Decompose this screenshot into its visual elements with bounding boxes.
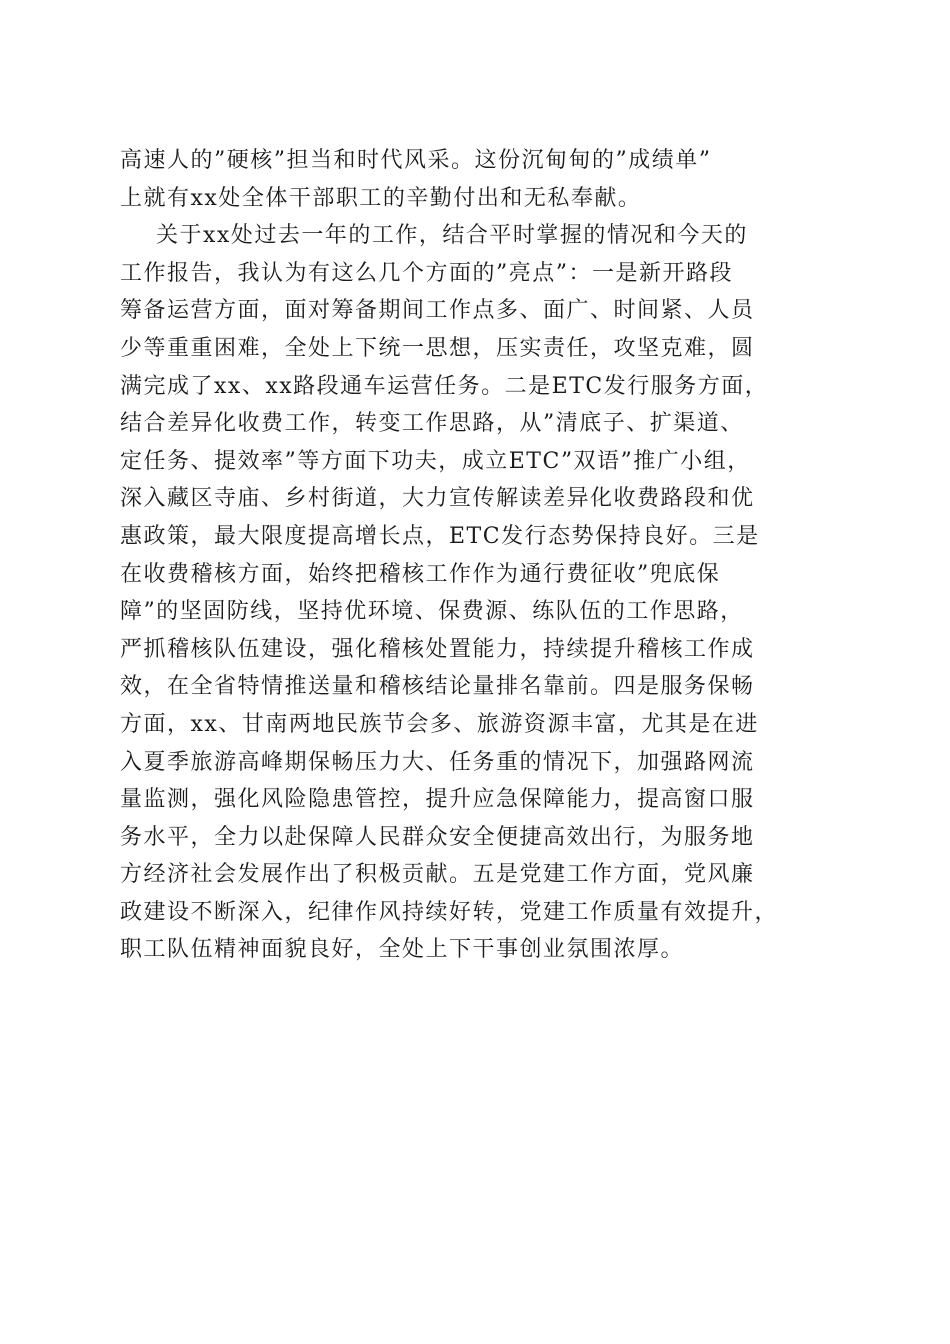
paragraph-1 bbox=[120, 142, 840, 217]
text-line: 职工队伍精神面貌良好，全处上下干事创业氛围浓厚。 bbox=[120, 937, 685, 963]
text-line: 深入藏区寺庙、乡村街道，大力宣传解读差异化收费路段和优 bbox=[120, 486, 755, 512]
text-line: 方经济社会发展作出了积极贡献。五是党建工作方面，党风廉 bbox=[120, 862, 755, 888]
text-line: 障”的坚固防线，坚持优环境、保费源、练队伍的工作思路， bbox=[120, 599, 744, 625]
text-line: 筹备运营方面，面对筹备期间工作点多、面广、时间紧、人员 bbox=[120, 298, 755, 324]
text-line: 高速人的”硬核”担当和时代风采。这份沉甸甸的”成绩单” bbox=[120, 148, 712, 173]
text-line: 满完成了xx、xx路段通车运营任务。二是ETC发行服务方面， bbox=[120, 373, 769, 399]
text-line: 上就有xx处全体干部职工的辛勤付出和无私奉献。 bbox=[120, 185, 642, 211]
text-line: 量监测，强化风险隐患管控，提升应急保障能力，提高窗口服 bbox=[120, 787, 755, 813]
text-line: 在收费稽核方面，始终把稽核工作作为通行费征收”兜底保 bbox=[120, 561, 721, 587]
text-line: 方面，xx、甘南两地民族节会多、旅游资源丰富，尤其是在进 bbox=[120, 711, 759, 737]
text-line: 入夏季旅游高峰期保畅压力大、任务重的情况下，加强路网流 bbox=[120, 749, 755, 775]
document-body bbox=[120, 142, 840, 969]
text-line: 工作报告，我认为有这么几个方面的”亮点”：一是新开路段 bbox=[120, 260, 733, 286]
text-line: 结合差异化收费工作，转变工作思路，从”清底子、扩渠道、 bbox=[120, 411, 744, 437]
text-line: 少等重重困难，全处上下统一思想，压实责任，攻坚克难，圆 bbox=[120, 335, 755, 361]
text-line: 政建设不断深入，纪律作风持续好转，党建工作质量有效提升， bbox=[120, 899, 779, 925]
text-line: 惠政策，最大限度提高增长点，ETC发行态势保持良好。三是 bbox=[120, 523, 760, 549]
text-line: 效，在全省特情推送量和稽核结论量排名靠前。四是服务保畅 bbox=[120, 674, 755, 700]
text-line: 严抓稽核队伍建设，强化稽核处置能力，持续提升稽核工作成 bbox=[120, 636, 755, 662]
paragraph-2 bbox=[120, 217, 840, 969]
text-line: 关于xx处过去一年的工作，结合平时掌握的情况和今天的 bbox=[156, 223, 748, 249]
text-line: 定任务、提效率”等方面下功夫，成立ETC”双语”推广小组， bbox=[120, 448, 751, 474]
text-line: 务水平，全力以赴保障人民群众安全便捷高效出行，为服务地 bbox=[120, 824, 755, 850]
